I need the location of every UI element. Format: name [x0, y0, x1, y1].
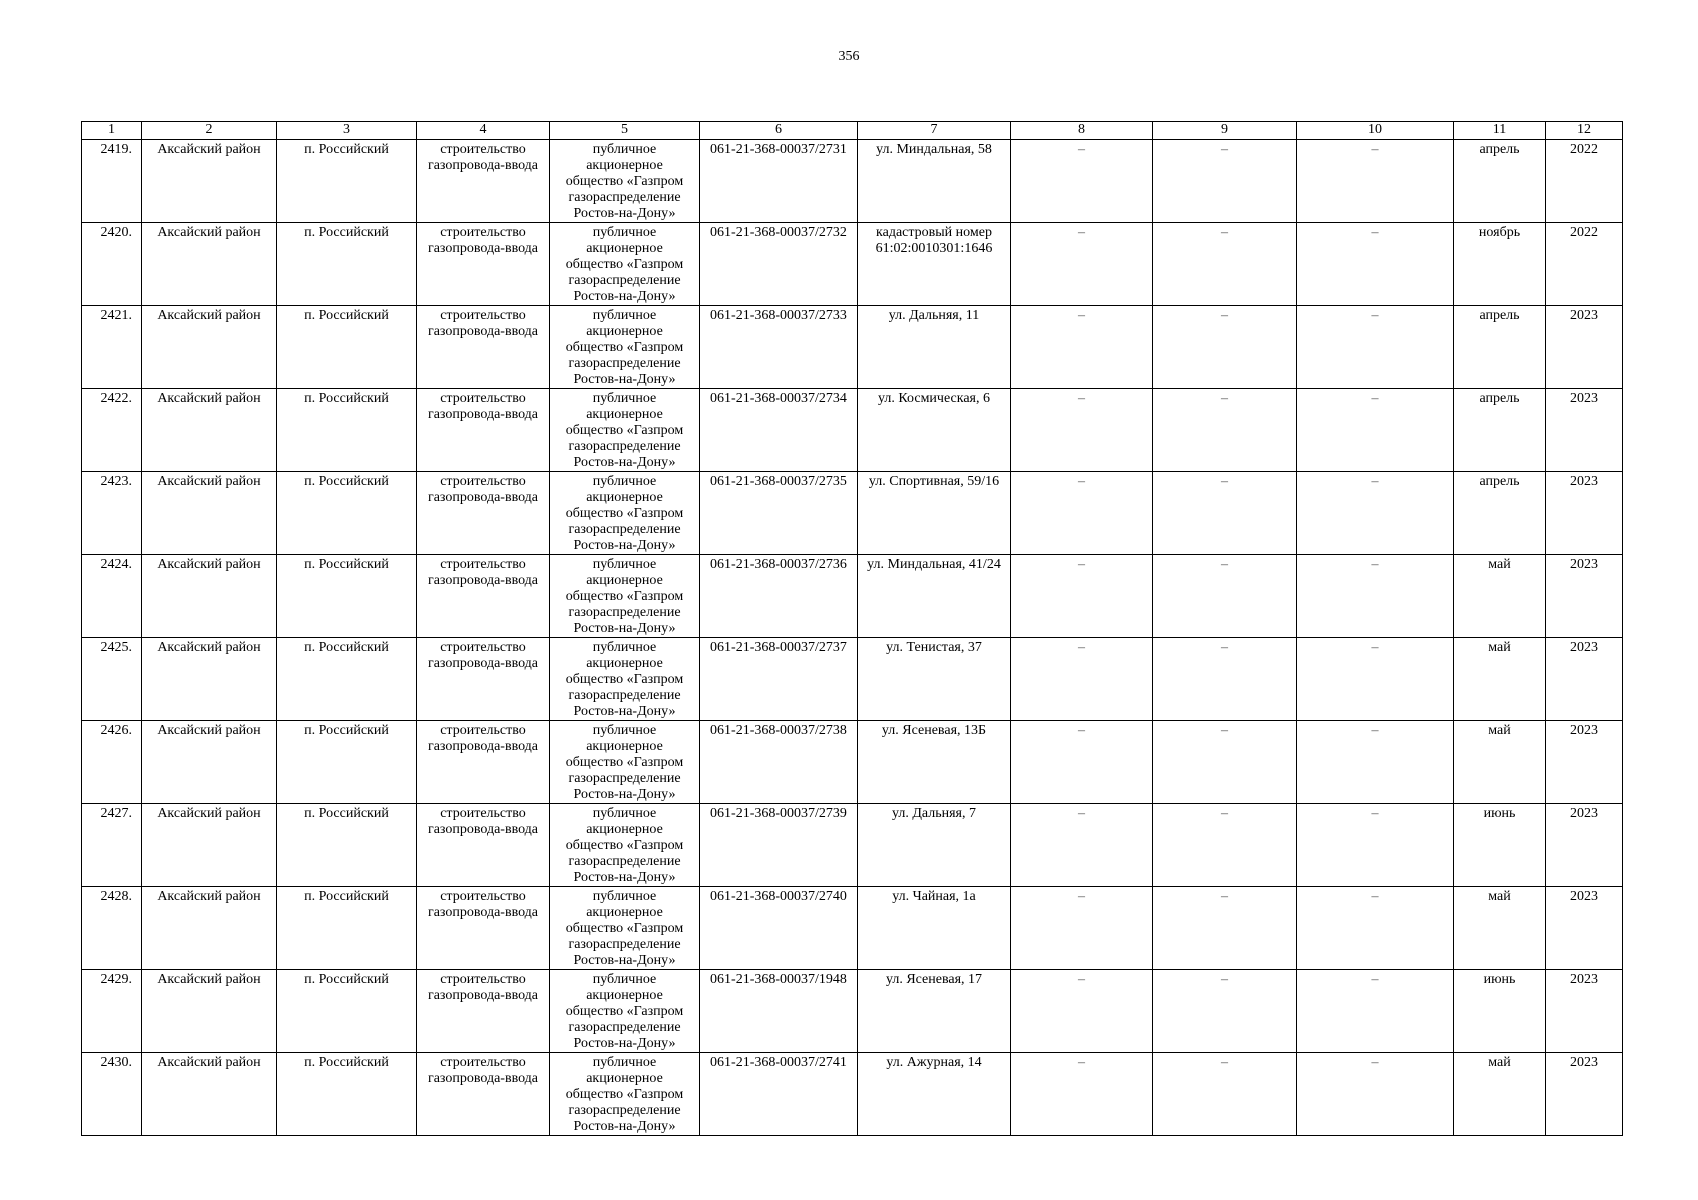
table-row [82, 306, 1623, 389]
work-type-cell: строительство газопровода-ввода [417, 721, 550, 804]
month-cell: ноябрь [1454, 223, 1546, 306]
col8-cell: – [1011, 223, 1153, 306]
col8-cell: – [1011, 389, 1153, 472]
registry-code-cell: 061-21-368-00037/2739 [700, 804, 858, 887]
address-cell: ул. Ясеневая, 17 [858, 970, 1011, 1053]
row-number: 2430. [82, 1053, 142, 1136]
address-cell: ул. Ясеневая, 13Б [858, 721, 1011, 804]
row-number: 2428. [82, 887, 142, 970]
col10-cell: – [1297, 1053, 1454, 1136]
locality-cell: п. Российский [277, 472, 417, 555]
column-header-7: 7 [858, 122, 1011, 140]
work-type-cell: строительство газопровода-ввода [417, 555, 550, 638]
col9-cell: – [1153, 721, 1297, 804]
organization-cell: публичное акционерное общество «Газпром газораспределение Ростов-на-Дону» [550, 223, 700, 306]
month-cell: июнь [1454, 970, 1546, 1053]
column-header-4: 4 [417, 122, 550, 140]
month-cell: апрель [1454, 140, 1546, 223]
month-cell: май [1454, 887, 1546, 970]
address-cell: ул. Дальняя, 7 [858, 804, 1011, 887]
address-cell: кадастровый номер 61:02:0010301:1646 [858, 223, 1011, 306]
col8-cell: – [1011, 804, 1153, 887]
registry-code-cell: 061-21-368-00037/2736 [700, 555, 858, 638]
col10-cell: – [1297, 970, 1454, 1053]
year-cell: 2023 [1546, 721, 1623, 804]
organization-cell: публичное акционерное общество «Газпром газораспределение Ростов-на-Дону» [550, 555, 700, 638]
address-cell: ул. Ажурная, 14 [858, 1053, 1011, 1136]
district-cell: Аксайский район [142, 638, 277, 721]
registry-code-cell: 061-21-368-00037/2740 [700, 887, 858, 970]
column-header-11: 11 [1454, 122, 1546, 140]
month-cell: май [1454, 1053, 1546, 1136]
row-number: 2419. [82, 140, 142, 223]
address-cell: ул. Тенистая, 37 [858, 638, 1011, 721]
row-number: 2421. [82, 306, 142, 389]
year-cell: 2023 [1546, 887, 1623, 970]
registry-code-cell: 061-21-368-00037/2737 [700, 638, 858, 721]
locality-cell: п. Российский [277, 1053, 417, 1136]
organization-cell: публичное акционерное общество «Газпром газораспределение Ростов-на-Дону» [550, 472, 700, 555]
address-cell: ул. Спортивная, 59/16 [858, 472, 1011, 555]
work-type-cell: строительство газопровода-ввода [417, 970, 550, 1053]
organization-cell: публичное акционерное общество «Газпром газораспределение Ростов-на-Дону» [550, 721, 700, 804]
work-type-cell: строительство газопровода-ввода [417, 804, 550, 887]
row-number: 2429. [82, 970, 142, 1053]
district-cell: Аксайский район [142, 1053, 277, 1136]
col8-cell: – [1011, 638, 1153, 721]
work-type-cell: строительство газопровода-ввода [417, 306, 550, 389]
district-cell: Аксайский район [142, 970, 277, 1053]
row-number: 2422. [82, 389, 142, 472]
organization-cell: публичное акционерное общество «Газпром газораспределение Ростов-на-Дону» [550, 306, 700, 389]
col8-cell: – [1011, 721, 1153, 804]
column-header-9: 9 [1153, 122, 1297, 140]
table-row [82, 472, 1623, 555]
work-type-cell: строительство газопровода-ввода [417, 140, 550, 223]
col8-cell: – [1011, 472, 1153, 555]
registry-code-cell: 061-21-368-00037/1948 [700, 970, 858, 1053]
locality-cell: п. Российский [277, 887, 417, 970]
column-header-8: 8 [1011, 122, 1153, 140]
work-type-cell: строительство газопровода-ввода [417, 472, 550, 555]
locality-cell: п. Российский [277, 306, 417, 389]
table-row [82, 223, 1623, 306]
locality-cell: п. Российский [277, 140, 417, 223]
year-cell: 2023 [1546, 638, 1623, 721]
organization-cell: публичное акционерное общество «Газпром газораспределение Ростов-на-Дону» [550, 970, 700, 1053]
column-header-10: 10 [1297, 122, 1454, 140]
month-cell: май [1454, 721, 1546, 804]
column-header-3: 3 [277, 122, 417, 140]
col9-cell: – [1153, 638, 1297, 721]
registry-code-cell: 061-21-368-00037/2733 [700, 306, 858, 389]
row-number: 2425. [82, 638, 142, 721]
district-cell: Аксайский район [142, 472, 277, 555]
address-cell: ул. Космическая, 6 [858, 389, 1011, 472]
table-row [82, 804, 1623, 887]
year-cell: 2023 [1546, 804, 1623, 887]
col9-cell: – [1153, 389, 1297, 472]
year-cell: 2023 [1546, 555, 1623, 638]
table-row [82, 887, 1623, 970]
locality-cell: п. Российский [277, 804, 417, 887]
organization-cell: публичное акционерное общество «Газпром газораспределение Ростов-на-Дону» [550, 638, 700, 721]
col8-cell: – [1011, 555, 1153, 638]
month-cell: апрель [1454, 472, 1546, 555]
locality-cell: п. Российский [277, 555, 417, 638]
table-row [82, 721, 1623, 804]
row-number: 2426. [82, 721, 142, 804]
col10-cell: – [1297, 804, 1454, 887]
locality-cell: п. Российский [277, 638, 417, 721]
col10-cell: – [1297, 389, 1454, 472]
year-cell: 2022 [1546, 140, 1623, 223]
col8-cell: – [1011, 306, 1153, 389]
page-number: 356 [838, 49, 860, 64]
col8-cell: – [1011, 970, 1153, 1053]
work-type-cell: строительство газопровода-ввода [417, 638, 550, 721]
col10-cell: – [1297, 140, 1454, 223]
organization-cell: публичное акционерное общество «Газпром газораспределение Ростов-на-Дону» [550, 1053, 700, 1136]
col8-cell: – [1011, 1053, 1153, 1136]
year-cell: 2022 [1546, 223, 1623, 306]
district-cell: Аксайский район [142, 223, 277, 306]
work-type-cell: строительство газопровода-ввода [417, 887, 550, 970]
year-cell: 2023 [1546, 1053, 1623, 1136]
col10-cell: – [1297, 472, 1454, 555]
table-row [82, 140, 1623, 223]
column-header-2: 2 [142, 122, 277, 140]
col9-cell: – [1153, 472, 1297, 555]
organization-cell: публичное акционерное общество «Газпром газораспределение Ростов-на-Дону» [550, 389, 700, 472]
month-cell: май [1454, 555, 1546, 638]
locality-cell: п. Российский [277, 223, 417, 306]
locality-cell: п. Российский [277, 389, 417, 472]
district-cell: Аксайский район [142, 389, 277, 472]
col8-cell: – [1011, 140, 1153, 223]
register-table [81, 121, 1623, 1136]
table-row [82, 970, 1623, 1053]
table-row [82, 389, 1623, 472]
work-type-cell: строительство газопровода-ввода [417, 223, 550, 306]
year-cell: 2023 [1546, 970, 1623, 1053]
registry-code-cell: 061-21-368-00037/2735 [700, 472, 858, 555]
registry-code-cell: 061-21-368-00037/2732 [700, 223, 858, 306]
district-cell: Аксайский район [142, 887, 277, 970]
column-header-6: 6 [700, 122, 858, 140]
year-cell: 2023 [1546, 389, 1623, 472]
col9-cell: – [1153, 887, 1297, 970]
address-cell: ул. Чайная, 1а [858, 887, 1011, 970]
address-cell: ул. Миндальная, 41/24 [858, 555, 1011, 638]
col10-cell: – [1297, 306, 1454, 389]
district-cell: Аксайский район [142, 140, 277, 223]
organization-cell: публичное акционерное общество «Газпром газораспределение Ростов-на-Дону» [550, 887, 700, 970]
row-number: 2424. [82, 555, 142, 638]
work-type-cell: строительство газопровода-ввода [417, 389, 550, 472]
work-type-cell: строительство газопровода-ввода [417, 1053, 550, 1136]
district-cell: Аксайский район [142, 721, 277, 804]
row-number: 2423. [82, 472, 142, 555]
month-cell: апрель [1454, 389, 1546, 472]
col9-cell: – [1153, 1053, 1297, 1136]
col9-cell: – [1153, 306, 1297, 389]
col8-cell: – [1011, 887, 1153, 970]
col9-cell: – [1153, 223, 1297, 306]
header-row [82, 122, 1623, 140]
registry-code-cell: 061-21-368-00037/2741 [700, 1053, 858, 1136]
col9-cell: – [1153, 555, 1297, 638]
month-cell: май [1454, 638, 1546, 721]
address-cell: ул. Дальняя, 11 [858, 306, 1011, 389]
col10-cell: – [1297, 638, 1454, 721]
registry-code-cell: 061-21-368-00037/2731 [700, 140, 858, 223]
col9-cell: – [1153, 804, 1297, 887]
locality-cell: п. Российский [277, 970, 417, 1053]
column-header-5: 5 [550, 122, 700, 140]
year-cell: 2023 [1546, 306, 1623, 389]
column-header-12: 12 [1546, 122, 1623, 140]
col10-cell: – [1297, 223, 1454, 306]
registry-code-cell: 061-21-368-00037/2734 [700, 389, 858, 472]
registry-code-cell: 061-21-368-00037/2738 [700, 721, 858, 804]
table-row [82, 1053, 1623, 1136]
district-cell: Аксайский район [142, 804, 277, 887]
address-cell: ул. Миндальная, 58 [858, 140, 1011, 223]
row-number: 2420. [82, 223, 142, 306]
table-row [82, 638, 1623, 721]
month-cell: июнь [1454, 804, 1546, 887]
district-cell: Аксайский район [142, 555, 277, 638]
locality-cell: п. Российский [277, 721, 417, 804]
table-row [82, 555, 1623, 638]
col10-cell: – [1297, 887, 1454, 970]
year-cell: 2023 [1546, 472, 1623, 555]
district-cell: Аксайский район [142, 306, 277, 389]
col9-cell: – [1153, 140, 1297, 223]
month-cell: апрель [1454, 306, 1546, 389]
col10-cell: – [1297, 721, 1454, 804]
row-number: 2427. [82, 804, 142, 887]
col9-cell: – [1153, 970, 1297, 1053]
organization-cell: публичное акционерное общество «Газпром газораспределение Ростов-на-Дону» [550, 804, 700, 887]
organization-cell: публичное акционерное общество «Газпром газораспределение Ростов-на-Дону» [550, 140, 700, 223]
col10-cell: – [1297, 555, 1454, 638]
column-header-1: 1 [82, 122, 142, 140]
